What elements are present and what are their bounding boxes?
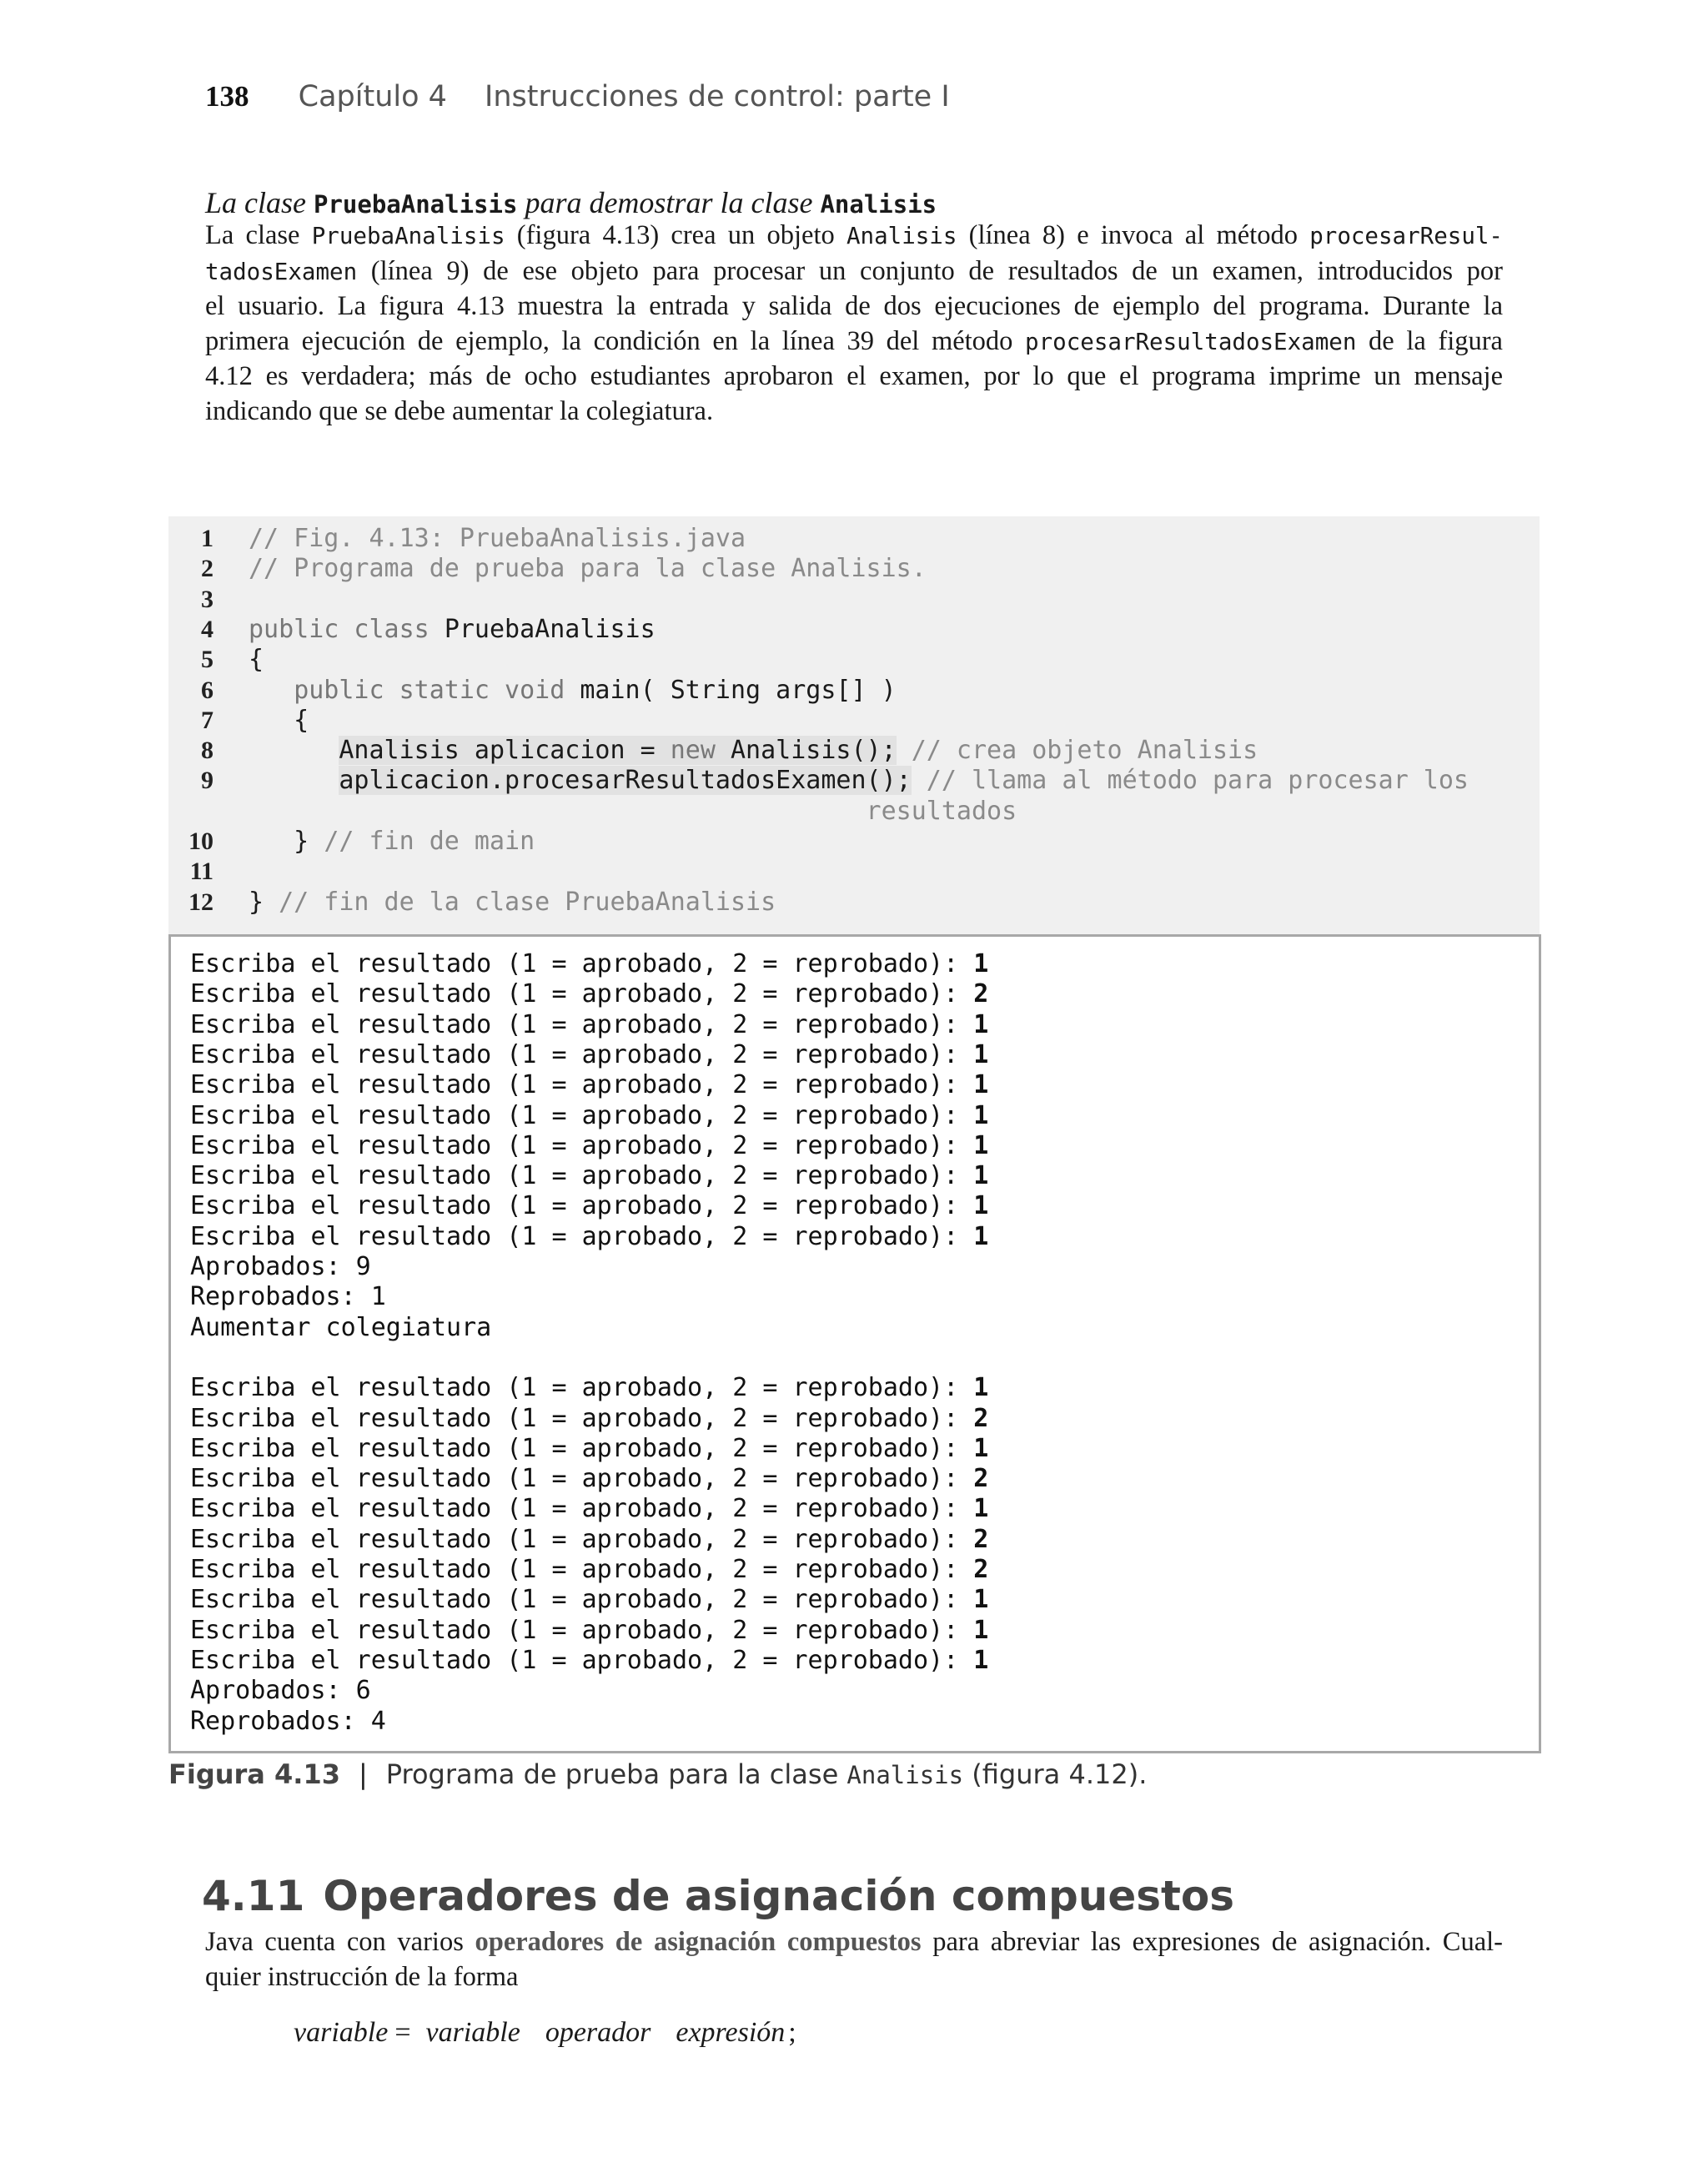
user-input: 2 [973,1403,989,1433]
text-run: indicando que se debe aumentar la colegiatura. [205,395,714,426]
output-line [190,1434,988,1464]
line-number: 4 [201,615,214,643]
output-line [190,1616,988,1646]
text-run: primera ejecución de ejemplo, la condición en la línea 39 del método [205,325,1026,356]
output-line [190,1101,988,1131]
output-text: Aumentar colegiatura [190,1312,492,1342]
code-text [249,706,309,736]
output-text: Escriba el resultado (1 = aprobado, 2 = reprobado): [190,1645,974,1675]
paragraph-line [205,395,1503,430]
code-text [249,554,927,584]
code-token: Analisis(); [715,736,897,766]
output-text: Escriba el resultado (1 = aprobado, 2 = reprobado): [190,1464,974,1494]
caption-code: Analisis [846,1761,964,1789]
code-token: Analisis aplicacion = [339,736,671,766]
user-input: 2 [973,1464,989,1494]
output-text: Escriba el resultado (1 = aprobado, 2 = reprobado): [190,1403,974,1433]
code-token: // fin de la clase PruebaAnalisis [279,887,776,917]
output-text: Escriba el resultado (1 = aprobado, 2 = reprobado): [190,979,974,1009]
code-text [249,524,746,554]
code-token: // Fig. 4.13: PruebaAnalisis.java [249,524,746,553]
inline-code: procesarResul- [1309,223,1503,249]
inline-code: procesarResultadosExamen [1025,328,1357,355]
code-token: } [249,827,324,856]
line-number: 5 [201,646,214,674]
output-text: Escriba el resultado (1 = aprobado, 2 = reprobado): [190,1161,974,1191]
text-run: (figura 4.13) crea un objeto [505,220,846,250]
output-line [190,1464,988,1494]
inline-code: PruebaAnalisis [311,223,505,249]
line-number: 9 [201,767,214,795]
text-run: Java cuenta con varios [205,1927,475,1957]
output-line [190,1252,371,1282]
output-line [190,1191,988,1221]
code-text [249,615,656,645]
user-input: 1 [973,1645,989,1675]
code-text [249,797,1017,827]
subhead-text: para demostrar la clase [517,186,821,219]
paragraph-line [205,219,1503,254]
code-token: { [249,645,264,675]
caption-text-end: (figura 4.12). [963,1758,1148,1790]
output-text: Escriba el resultado (1 = aprobado, 2 = reprobado): [190,1039,974,1069]
figure-caption [168,1758,1147,1790]
paragraph-line [205,360,1503,395]
output-text: Reprobados: 1 [190,1282,386,1312]
section-paragraph [205,1925,1503,1994]
output-line [190,949,988,979]
output-text: Reprobados: 4 [190,1706,386,1736]
user-input: 1 [973,1070,989,1100]
user-input: 2 [973,1555,989,1584]
section-title: Operadores de asignación compuestos [323,1872,1235,1920]
chapter-label: Capítulo 4 [298,80,447,113]
output-line [190,1010,988,1040]
bold-term: operadores de asignación compuestos [475,1927,922,1957]
intro-paragraph [205,219,1503,429]
code-token [249,766,339,795]
output-line [190,1070,988,1100]
output-line [190,1646,988,1676]
text-run: La clase [205,220,312,250]
output-text: Escriba el resultado (1 = aprobado, 2 = reprobado): [190,1555,974,1584]
user-input: 1 [973,1433,989,1463]
output-line [190,979,988,1009]
formula-variable: variable [425,2017,520,2048]
output-line [190,1525,988,1555]
code-text [249,827,535,857]
subsection-heading [205,185,937,220]
output-text: Aprobados: 6 [190,1676,371,1706]
output-line [190,1404,988,1434]
inline-code: Analisis [846,223,957,249]
output-text: Escriba el resultado (1 = aprobado, 2 = reprobado): [190,1524,974,1554]
line-number: 7 [201,706,214,734]
user-input: 1 [973,1221,989,1251]
paragraph-line [205,324,1503,360]
output-line [190,1707,386,1737]
formula-operator: operador [545,2017,651,2048]
line-number: 1 [201,525,214,552]
line-number: 11 [189,858,214,886]
text-run: el usuario. La figura 4.13 muestra la entrada y salida de dos ejecuciones de ejemplo del programa. Durante la [205,291,1503,321]
user-input: 1 [973,1585,989,1615]
user-input: 2 [973,979,989,1009]
text-run: (línea 9) de ese objeto para procesar un conjunto de resultados de un examen, introducidos por [357,255,1503,286]
section-heading [202,1872,1234,1920]
code-token: resultados [249,796,1017,826]
code-text [249,888,776,918]
user-input: 2 [973,1524,989,1554]
figure-label: Figura 4.13 [168,1758,340,1790]
code-token: } [249,887,279,917]
user-input: 1 [973,1130,989,1160]
user-input: 1 [973,1039,989,1069]
subhead-class-code: PruebaAnalisis [314,190,518,219]
line-number: 6 [201,676,214,704]
output-text: Escriba el resultado (1 = aprobado, 2 = reprobado): [190,1433,974,1463]
output-text: Escriba el resultado (1 = aprobado, 2 = reprobado): [190,1494,974,1524]
code-token: // llama al método para procesar los [911,766,1469,796]
code-token: public class [249,614,445,644]
paragraph-line [205,254,1503,290]
code-token: PruebaAnalisis [444,614,656,644]
output-text: Aprobados: 9 [190,1252,371,1281]
output-text: Escriba el resultado (1 = aprobado, 2 = reprobado): [190,1585,974,1615]
code-token: public static void [294,675,580,705]
text-run: de la figura [1356,325,1503,356]
output-line [190,1494,988,1524]
caption-separator: | [358,1758,368,1790]
chapter-title: Instrucciones de control: parte I [485,80,950,113]
text-run: para abreviar las expresiones de asignación. Cual- [921,1927,1503,1957]
output-text: Escriba el resultado (1 = aprobado, 2 = reprobado): [190,1009,974,1039]
code-token: aplicacion.procesarResultadosExamen(); [339,766,912,796]
output-text: Escriba el resultado (1 = aprobado, 2 = reprobado): [190,1221,974,1251]
code-token [249,676,294,705]
line-number: 10 [188,827,214,855]
page-number: 138 [205,80,249,113]
user-input: 1 [973,1161,989,1191]
output-line [190,1131,988,1161]
inline-code: tadosExamen [205,258,358,285]
assignment-formula [294,2017,821,2049]
code-token: { [249,705,309,735]
output-line [190,1222,988,1252]
formula-expression: expresión [676,2017,786,2048]
output-text: Escriba el resultado (1 = aprobado, 2 = reprobado): [190,1615,974,1645]
subhead-text: La clase [205,186,314,219]
code-token: // fin de main [324,827,535,856]
code-text [249,766,1469,796]
output-line [190,1373,988,1403]
output-text: Escriba el resultado (1 = aprobado, 2 = reprobado): [190,1191,974,1221]
user-input: 1 [973,1009,989,1039]
user-input: 1 [973,1494,989,1524]
code-token: new [670,736,716,766]
formula-equals: = [394,2017,411,2048]
output-text: Escriba el resultado (1 = aprobado, 2 = reprobado): [190,1130,974,1160]
text-run: (línea 8) e invoca al método [957,220,1310,250]
formula-lhs: variable [294,2017,389,2048]
user-input: 1 [973,949,989,978]
code-text [249,736,1258,766]
paragraph-line [205,289,1503,324]
text-run: 4.12 es verdadera; más de ocho estudiantes aprobaron el examen, por lo que el programa imprime un mensaje [205,361,1503,391]
code-listing [168,516,1540,934]
formula-semicolon: ; [788,2017,796,2048]
output-line [190,1161,988,1191]
code-text [249,645,264,675]
output-line [190,1282,386,1312]
section-number: 4.11 [202,1872,305,1920]
user-input: 1 [973,1373,989,1403]
program-output [168,934,1541,1753]
code-token: // Programa de prueba para la clase Analisis. [249,554,927,584]
caption-text: Programa de prueba para la clase [385,1758,847,1790]
line-number: 2 [201,555,214,583]
subhead-target-code: Analisis [820,190,937,219]
line-number: 8 [201,737,214,765]
output-text: Escriba el resultado (1 = aprobado, 2 = reprobado): [190,1100,974,1130]
running-head [205,80,950,120]
user-input: 1 [973,1100,989,1130]
user-input: 1 [973,1615,989,1645]
paragraph-line: quier instrucción de la forma [205,1961,519,1992]
output-text: Escriba el resultado (1 = aprobado, 2 = reprobado): [190,1373,974,1403]
code-token: main( String args[] ) [580,675,897,705]
code-token [249,736,339,765]
output-text: Escriba el resultado (1 = aprobado, 2 = reprobado): [190,949,974,978]
output-line [190,1040,988,1070]
paragraph-line [205,1925,1503,1960]
line-number: 3 [201,585,214,613]
output-line [190,1585,988,1615]
output-line [190,1676,371,1706]
line-number: 12 [188,888,214,916]
code-text [249,676,897,706]
output-text: Escriba el resultado (1 = aprobado, 2 = reprobado): [190,1070,974,1100]
user-input: 1 [973,1191,989,1221]
output-line [190,1313,491,1343]
code-token: // crea objeto Analisis [896,736,1258,766]
output-line [190,1555,988,1585]
